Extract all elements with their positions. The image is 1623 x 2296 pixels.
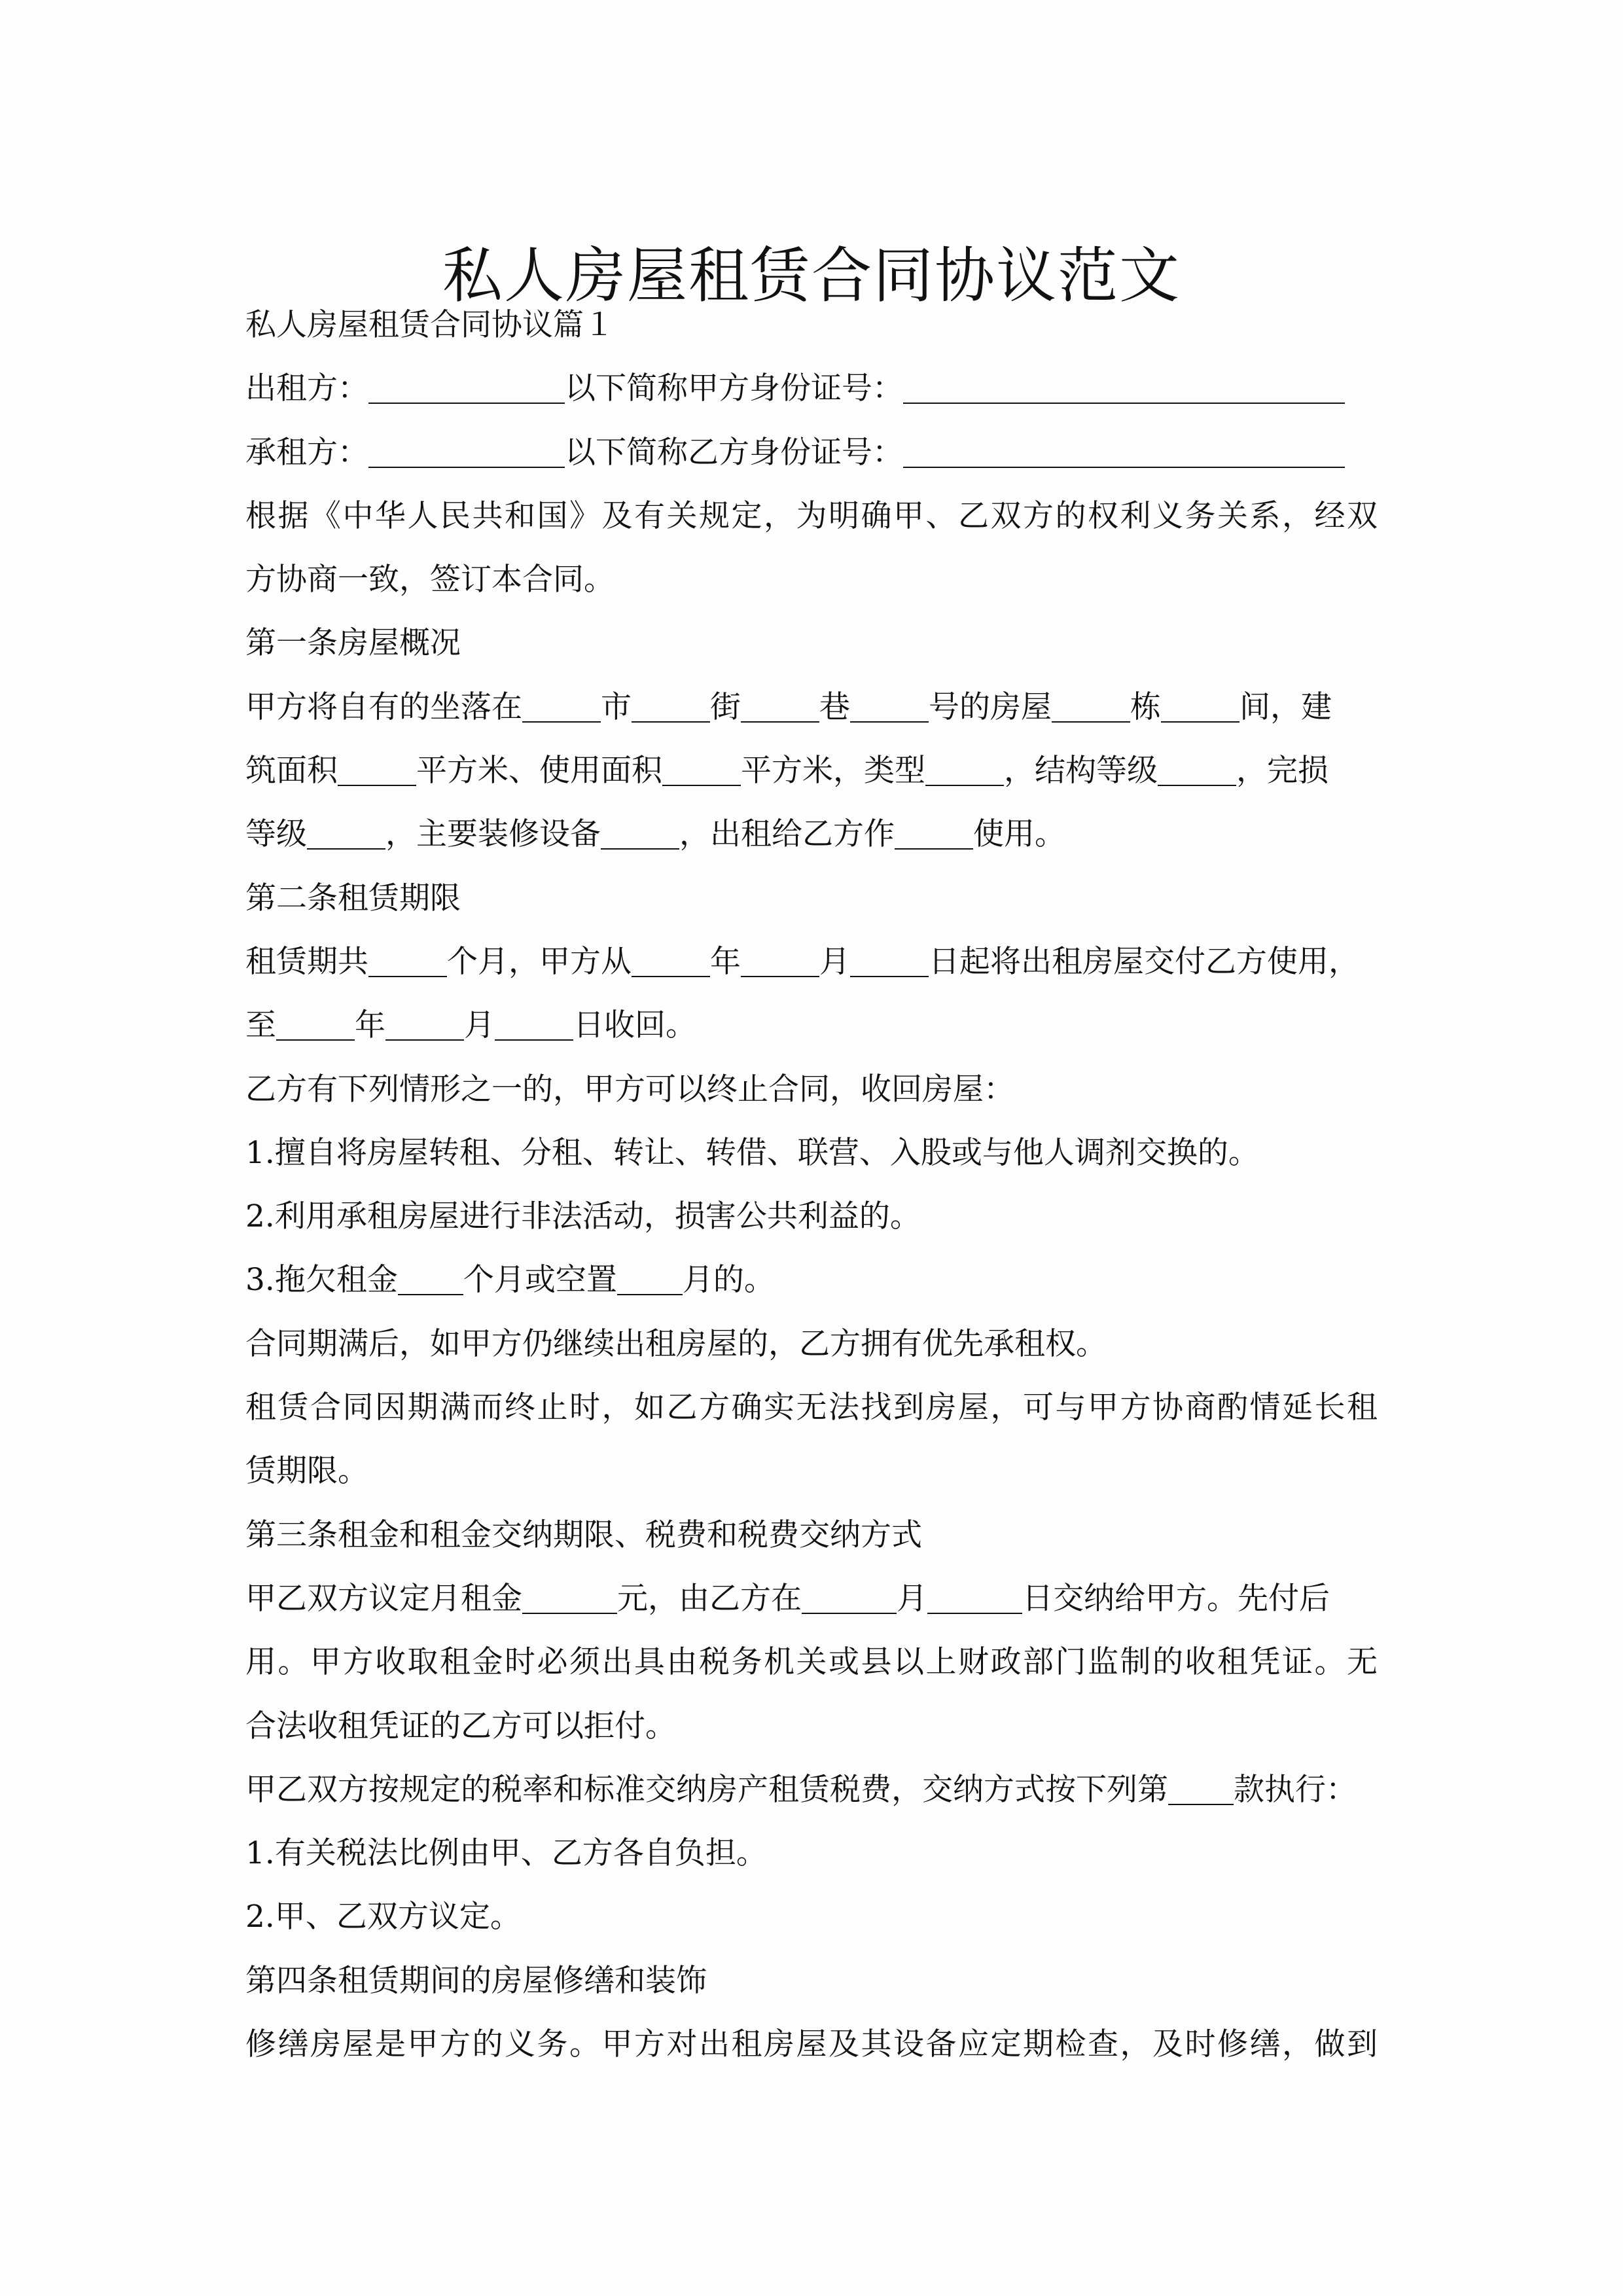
text-segment: 等级 [245, 816, 307, 853]
fill-in-blank [895, 812, 973, 850]
text-segment: 个月或空置 [463, 1262, 617, 1299]
fill-in-blank [368, 430, 565, 468]
text-segment: 平方米，类型 [741, 753, 925, 789]
text-segment: 第一条房屋概况 [245, 625, 461, 662]
paragraph-line-article-4-heading [245, 1949, 1378, 2013]
document-title: 私人房屋租赁合同协议范文 [442, 240, 1181, 311]
paragraph-line-tax-1 [245, 1821, 1378, 1885]
fill-in-blank [850, 939, 929, 977]
paragraph-line-article-3-heading [245, 1503, 1378, 1567]
text-segment: 出租方： [245, 370, 368, 407]
text-segment: 使用。 [973, 816, 1065, 853]
fill-in-blank [1161, 685, 1240, 723]
paragraph-line-termination-1 [245, 1121, 1378, 1185]
text-segment: 以下简称甲方身份证号： [565, 370, 903, 407]
paragraph-line-renewal-priority [245, 1312, 1378, 1376]
text-segment: 甲乙双方议定月租金 [245, 1580, 522, 1617]
paragraph-line-lessor [245, 357, 1378, 420]
fill-in-blank [385, 1003, 464, 1041]
paragraph-line-article-1-text-3 [245, 802, 1378, 866]
paragraph-line-article-1-text-1 [245, 675, 1378, 739]
paragraph-line-article-1-text-2 [245, 739, 1378, 802]
paragraph-line-article-3-text-3 [245, 1695, 1378, 1758]
text-segment: 2.甲、乙双方议定。 [245, 1899, 521, 1935]
fill-in-blank [632, 685, 710, 723]
fill-in-blank [802, 1576, 897, 1614]
paragraph-line-termination-intro [245, 1058, 1378, 1121]
paragraph-line-article-1-heading [245, 611, 1378, 675]
fill-in-blank [495, 1003, 573, 1041]
fill-in-blank [368, 939, 447, 977]
paragraph-line-article-4-text-1 [245, 2013, 1378, 2076]
fill-in-blank [522, 1576, 617, 1614]
text-segment: 租赁期共 [245, 943, 368, 980]
text-segment: 修缮房屋是甲方的义务。甲方对出租房屋及其设备应定期检查，及时修缮，做到 [245, 2026, 1378, 2063]
text-segment: 号的房屋 [929, 689, 1052, 725]
text-segment: 合同期满后，如甲方仍继续出租房屋的，乙方拥有优先承租权。 [245, 1325, 1107, 1362]
text-segment: ，结构等级 [1004, 753, 1158, 789]
fill-in-blank [338, 748, 416, 786]
paragraph-line-preamble-1 [245, 484, 1378, 548]
fill-in-blank [368, 366, 565, 404]
text-segment: 个月，甲方从 [447, 943, 632, 980]
paragraph-line-article-3-text-2 [245, 1630, 1378, 1694]
text-segment: ，完损 [1236, 753, 1329, 789]
paragraph-line-extension-1 [245, 1376, 1378, 1439]
fill-in-blank [850, 685, 929, 723]
text-segment: 2.利用承租房屋进行非法活动，损害公共利益的。 [245, 1198, 921, 1235]
text-segment: 合法收租凭证的乙方可以拒付。 [245, 1708, 676, 1744]
text-segment: 甲乙双方按规定的税率和标准交纳房产租赁税费，交纳方式按下列第 [245, 1771, 1168, 1808]
paragraph-line-article-2-text-1 [245, 930, 1378, 994]
fill-in-blank [1168, 1767, 1234, 1805]
fill-in-blank [662, 748, 741, 786]
text-segment: 承租方： [245, 434, 368, 471]
text-segment: 1.擅自将房屋转租、分租、转让、转借、联营、入股或与他人调剂交换的。 [245, 1134, 1259, 1171]
text-segment: 栋 [1130, 689, 1161, 725]
paragraph-line-extension-2 [245, 1439, 1378, 1503]
text-segment: 根据《中华人民共和国》及有关规定，为明确甲、乙双方的权利义务关系，经双 [245, 497, 1378, 534]
fill-in-blank [1052, 685, 1130, 723]
fill-in-blank [617, 1257, 683, 1295]
paragraph-line-tax-intro [245, 1758, 1378, 1821]
text-segment: 月的。 [682, 1262, 775, 1299]
text-segment: 筑面积 [245, 753, 338, 789]
fill-in-blank [741, 939, 819, 977]
text-segment: 平方米、使用面积 [416, 753, 662, 789]
text-segment: 以下简称乙方身份证号： [565, 434, 903, 471]
fill-in-blank [522, 685, 601, 723]
paragraph-line-tax-2 [245, 1885, 1378, 1948]
text-segment: 年 [355, 1007, 385, 1044]
text-segment: 街 [710, 689, 741, 725]
paragraph-line-subtitle [245, 293, 1378, 357]
paragraph-line-article-2-text-2 [245, 994, 1378, 1057]
text-segment: 用。甲方收取租金时必须出具由税务机关或县以上财政部门监制的收租凭证。无 [245, 1644, 1378, 1681]
document-body [245, 293, 1378, 2076]
text-segment: 甲方将自有的坐落在 [245, 689, 522, 725]
text-segment: 1.有关税法比例由甲、乙方各自负担。 [245, 1835, 767, 1872]
fill-in-blank [1158, 748, 1236, 786]
text-segment: 日起将出租房屋交付乙方使用， [929, 943, 1359, 980]
text-segment: 巷 [819, 689, 850, 725]
text-segment: 租赁合同因期满而终止时，如乙方确实无法找到房屋，可与甲方协商酌情延长租 [245, 1390, 1378, 1426]
fill-in-blank [632, 939, 710, 977]
text-segment: 私人房屋租赁合同协议篇１ [245, 307, 615, 343]
paragraph-line-termination-3 [245, 1248, 1378, 1312]
text-segment: ，主要装修设备 [385, 816, 601, 853]
fill-in-blank [276, 1003, 355, 1041]
text-segment: 第二条租赁期限 [245, 880, 461, 916]
text-segment: 至 [245, 1007, 276, 1044]
text-segment: 日交纳给甲方。先付后 [1022, 1580, 1330, 1617]
paragraph-line-article-2-heading [245, 867, 1378, 930]
fill-in-blank [925, 748, 1004, 786]
text-segment: 元，由乙方在 [617, 1580, 802, 1617]
text-segment: ，出租给乙方作 [679, 816, 895, 853]
text-segment: 市 [601, 689, 632, 725]
fill-in-blank [903, 430, 1345, 468]
text-segment: 日收回。 [573, 1007, 696, 1044]
text-segment: 年 [710, 943, 741, 980]
paragraph-line-termination-2 [245, 1185, 1378, 1248]
text-segment: 月 [897, 1580, 927, 1617]
text-segment: 月 [819, 943, 850, 980]
text-segment: 月 [464, 1007, 495, 1044]
fill-in-blank [927, 1576, 1022, 1614]
fill-in-blank [601, 812, 679, 850]
text-segment: 方协商一致，签订本合同。 [245, 562, 615, 598]
fill-in-blank [741, 685, 819, 723]
fill-in-blank [307, 812, 385, 850]
text-segment: 3.拖欠租金 [245, 1262, 398, 1299]
text-segment: 间，建 [1240, 689, 1332, 725]
paragraph-line-preamble-2 [245, 548, 1378, 611]
text-segment: 款执行： [1234, 1771, 1357, 1808]
text-segment: 赁期限。 [245, 1453, 368, 1490]
text-segment: 乙方有下列情形之一的，甲方可以终止合同，收回房屋： [245, 1071, 1014, 1107]
fill-in-blank [398, 1257, 463, 1295]
paragraph-line-article-3-text-1 [245, 1567, 1378, 1630]
text-segment: 第三条租金和租金交纳期限、税费和税费交纳方式 [245, 1516, 922, 1553]
text-segment: 第四条租赁期间的房屋修缮和装饰 [245, 1962, 707, 1999]
paragraph-line-lessee [245, 421, 1378, 484]
fill-in-blank [903, 366, 1345, 404]
